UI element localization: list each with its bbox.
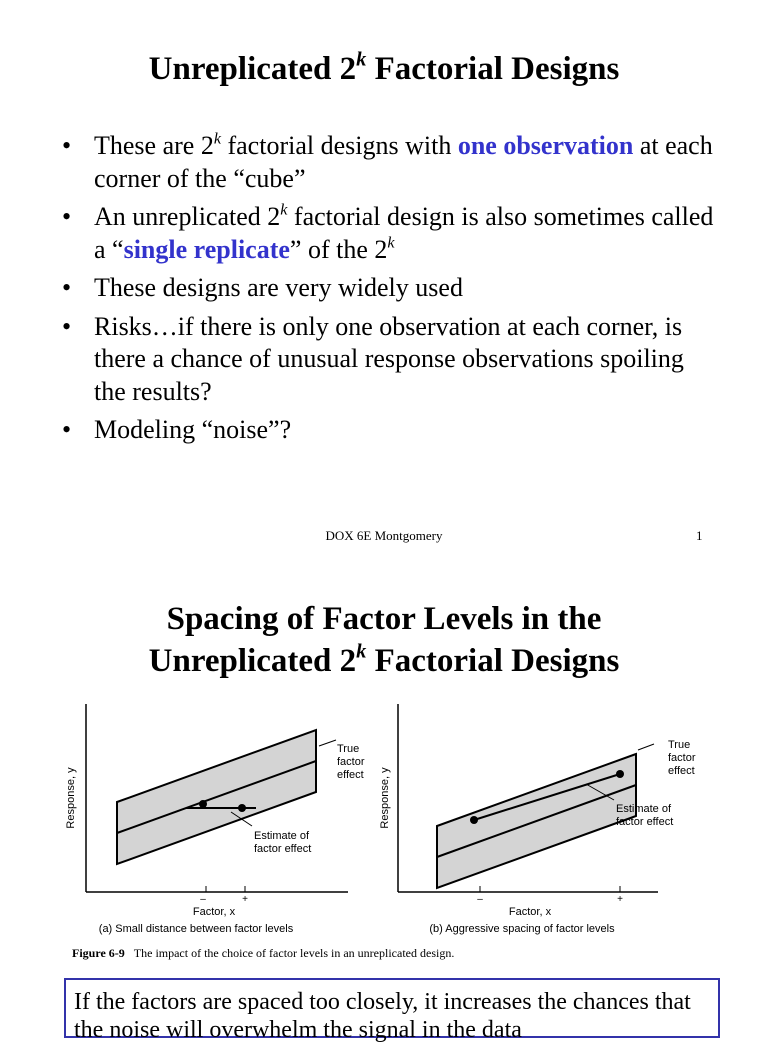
- true-effect-pointer: [319, 740, 336, 746]
- bullet-dot: •: [62, 415, 72, 444]
- slide-2: [0, 560, 768, 1043]
- plus-label: +: [242, 894, 248, 905]
- plus-label: +: [617, 894, 623, 905]
- minus-label: –: [477, 894, 483, 905]
- estimate-label: Estimate of factor effect: [254, 830, 312, 855]
- bullet-dot: •: [62, 273, 72, 302]
- slide-footer: DOX 6E Montgomery: [325, 528, 443, 543]
- panel-b-caption: (b) Aggressive spacing of factor levels: [429, 923, 615, 935]
- panel-b: [379, 704, 696, 935]
- data-point-low: [470, 816, 478, 824]
- bullet-item: • Modeling “noise”?: [62, 414, 722, 447]
- true-effect-label: True factor effect: [337, 743, 365, 781]
- factor-spacing-diagram: [65, 696, 696, 946]
- estimate-label: Estimate of factor effect: [616, 803, 674, 828]
- note-box: [64, 978, 720, 1043]
- bullet-item: • These designs are very widely used: [62, 272, 722, 305]
- true-effect-pointer: [638, 744, 654, 750]
- note-text: If the factors are spaced too closely, it increases the chances that the noise will overwhelm the signal in the data: [74, 989, 691, 1043]
- bullet-dot: •: [62, 131, 72, 160]
- bullet-dot: •: [62, 311, 72, 341]
- data-point-high: [238, 804, 246, 812]
- page-number: 1: [696, 528, 703, 543]
- panel-a: [65, 704, 365, 935]
- minus-label: –: [200, 894, 206, 905]
- panel-a-caption: (a) Small distance between factor levels: [98, 923, 294, 935]
- bullet-dot: •: [62, 202, 72, 231]
- bullet-item: • These are 2$^k$ factorial designs with one observation at each corner of the “cube”: [62, 130, 713, 193]
- figure-caption: Figure 6-9 The impact of the choice of factor levels in an unreplicated design.: [72, 946, 455, 960]
- true-effect-label: True factor effect: [668, 739, 696, 777]
- highlight-text: single replicate: [123, 234, 290, 264]
- data-point-high: [616, 770, 624, 778]
- bullet-list: [62, 130, 722, 453]
- bullet-item: • An unreplicated 2$^k$ factorial design is also sometimes called a “single replicate” of the 2$^k$: [62, 201, 714, 264]
- y-axis-label: Response, y: [65, 767, 77, 829]
- x-axis-label: Factor, x: [192, 906, 236, 918]
- slide-2-title: Spacing of Factor Levels in the Unreplicated 2$^k$ Factorial Designs: [148, 601, 620, 679]
- x-axis-label: Factor, x: [508, 906, 552, 918]
- y-axis-label: Response, y: [379, 767, 391, 829]
- slide-1-title: Unreplicated 2$^k$ Factorial Designs: [148, 48, 620, 87]
- highlight-text: one observation: [457, 131, 634, 160]
- figure-6-9: [65, 696, 696, 946]
- data-point-low: [199, 800, 207, 808]
- bullet-item: • Risks…if there is only one observation at each corner, is there a chance of unusual response observations spoiling the results?: [62, 311, 684, 406]
